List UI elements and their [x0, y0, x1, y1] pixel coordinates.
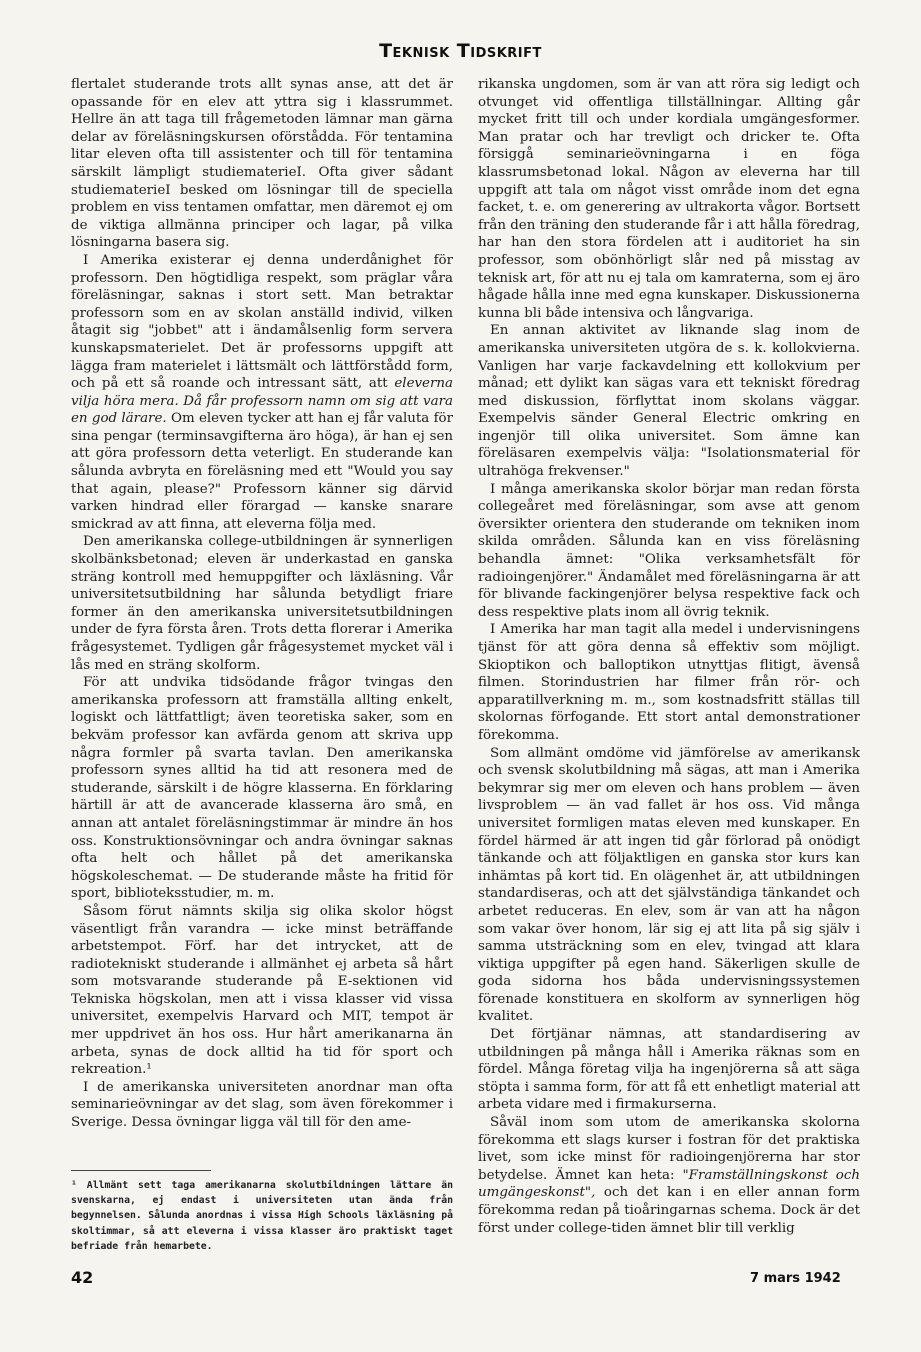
paragraph-text: I Amerika har man tagit alla medel i undervisningens tjänst för att göra denna så effektiv som möjligt. Skioptikon och balloptikon utnyttjas flitigt, ävenså filmen. Storindustrien har filmer från rör- och apparatillverkning m. m., som kostnadsfritt ställas till skolornas förfogande. Ett stort antal demonstrationer förekomma.: [478, 622, 860, 743]
right-column: [478, 76, 860, 1262]
paragraph-text: I Amerika existerar ej denna underdånighet för professorn. Den högtidliga respekt, som präglar våra föreläsningar, saknas i stort sett. Man betraktar professorn som en av skolan anställd individ, vilken åtagit sig "jobbet" att i ändamålsenlig form servera kunskapsmaterielet. Det är professorns uppgift att lägga fram materielet i lättsmält och lättförstådd form, och på ett så roande och intressant sätt, att: [71, 252, 453, 392]
paragraph-emphasis: eleverna vilja höra mera. Då får professorn namn om sig att vara en god lärare.: [71, 376, 453, 427]
paragraph-text: I många amerikanska skolor börjar man redan första collegeåret med föreläsningar, som avse att genom översikter orientera den studerande om tekniken inom skilda områden. Sålunda kan en viss föreläsning behandla ämnet: "Olika verksamhetsfält för radioingenjörer." Ändamålet med föreläsningarna är att för blivande fackingenjörer belysa respektive fack och dess respektive plats inom all övrig teknik.: [478, 481, 860, 620]
paragraph: [71, 252, 453, 534]
paragraph: [478, 1114, 860, 1237]
paragraph-text: Som allmänt omdöme vid jämförelse av amerikansk och svensk skolutbildning må sägas, att man i Amerika bekymrar sig mer om eleven och hans problem — även livsproblem — än vad fallet är hos oss. Vid många universitet formligen matas eleven med kunskaper. En fördel härmed är att ingen tid går förlorad på onödigt tänkande och att följaktligen en ganska stor kurs kan inhämtas på kort tid. En olägenhet är, att utbildningen standardiseras, och att det självständiga tänkandet och arbetet reduceras. En elev, som är van att ha någon som vakar över honom, lär sig ej att lita på sig själv i samma utsträckning som en elev, tvingad att klara viktiga uppgifter på egen hand. Säkerligen skulle de goda sidorna hos båda undervisningssystemen förenade konstituera en skolform av synnerligen hög kvalitet.: [478, 745, 860, 1025]
paragraph-text: Om eleven tycker att han ej får valuta för sina pengar (terminsavgifterna äro höga), är han ej sen att göra professorn detta veterligt. En studerande kan sålunda avbryta en föreläsning med ett "Would you say that again, please?" Professorn känner sig därvid varken hindrad eller förargad — kanske snarare smickrad av att finna, att eleverna följa med.: [71, 411, 453, 532]
paragraph-text: Såsom förut nämnts skilja sig olika skolor högst väsentligt från varandra — icke minst beträffande arbetstempot. Förf. har det intrycket, att de radiotekniskt studerande i allmänhet ej arbeta så hårt som motsvarande studerande på E-sektionen vid Tekniska högskolan, men att i vissa klasser vid vissa universitet, exempelvis Harvard och MIT, tempot är mer uppdrivet än hos oss. Hur hårt amerikanarna än arbeta, synas de dock alltid ha tid för sport och rekreation.¹: [71, 903, 453, 1078]
paragraph-text: Den amerikanska college-utbildningen är synnerligen skolbänksbetonad; eleven är underkastad en ganska sträng kontroll med hemuppgifter och läxläsning. Vår universitetsutbildning har sålunda betydligt friare former än den amerikanska universitetsutbildningen under de fyra första åren. Trots detta florerar i Amerika frågesystemet. Tydligen går frågesystemet mycket väl i lås med en sträng skolform.: [71, 534, 453, 673]
paragraph-text: I de amerikanska universiteten anordnar man ofta seminarieövningar av det slag, som även förekommer i Sverige. Dessa övningar ligga väl till för den ame-: [71, 1079, 453, 1131]
paragraph: [478, 76, 860, 322]
paragraph: [478, 621, 860, 744]
paragraph: [478, 322, 860, 480]
journal-masthead: [0, 40, 921, 62]
paragraph-text: En annan aktivitet av liknande slag inom de amerikanska universiteten utgöra de s. k. kollokvierna. Vanligen har varje fackavdelning ett kollokvium per månad; ett dylikt kan sägas vara ett tekniskt föredrag med diskussion, förflyttat inom skolans väggar. Exempelvis sänder General Electric omkring en ingenjör till olika universitet. Som ämne kan föreläsaren exempelvis välja: "Isolationsmaterial för ultrahöga frekvenser.": [478, 323, 860, 480]
footnote: ¹ Allmänt sett taga amerikanarna skolutbildningen lättare än svenskarna, ej endast i universiteten utan ända från begynnelsen. Sålunda anordnas i vissa High Schools läxläsning på skoltimmar, så att eleverna i vissa klasser äro praktiskt taget befriade från hemarbete.: [71, 1180, 453, 1252]
paragraph-text: För att undvika tidsödande frågor tvingas den amerikanska professorn att framställa allting enkelt, logiskt och lättfattligt; även teoretiska saker, som en bekväm professor kan avfärda genom att skriva upp några formler på svarta tavlan. Den amerikanska professorn synes alltid ha tid att resonera med de studerande, särskilt i de högre klasserna. En förklaring härtill är att de avancerade klasserna äro små, en annan att antalet föreläsningstimmar är mindre än hos oss. Konstruktionsövningar och andra övningar saknas ofta helt och hållet på det amerikanska högskoleschemat. — De studerande måste ha fritid för sport, biblioteksstudier, m. m.: [71, 675, 453, 902]
paragraph-text: Såväl inom som utom de amerikanska skolorna förekomma ett slags kurser i fostran för det praktiska livet, som icke minst för radioingenjörerna har stor betydelse. Ämnet kan heta:: [478, 1115, 860, 1183]
paragraph: [71, 533, 453, 674]
paragraph: [71, 674, 453, 903]
paragraph: [71, 903, 453, 1079]
paragraph-text: Det förtjänar nämnas, att standardisering av utbildningen på många håll i Amerika räknas som en fördel. Många företag vilja ha ingenjörerna så att säga stöpta i samma form, för att få ett enhetligt material att arbeta vidare med i firmakurserna.: [478, 1027, 860, 1113]
paragraph: [71, 76, 453, 252]
paragraph: [478, 481, 860, 622]
paragraph: [478, 1026, 860, 1114]
journal-title: Teknisk Tidskrift: [379, 40, 542, 62]
paragraph-text: flertalet studerande trots allt synas anse, att det är opassande för en elev att yttra sig i klassrummet. Hellre än att taga till frågemetoden lämnar man gärna delar av föreläsningskursen oförstådda. För tentamina litar eleven ofta till assistenter och till för tentamina särskilt lämpligt studiematerieI. Ofta giver sådant studiematerieI besked om lösningar till de speciella problem en viss tentamen omfattar, men däremot ej om de viktiga allmänna principer och lagar, på vilka lösningarna basera sig.: [71, 77, 453, 251]
issue-date: 7 mars 1942: [750, 1271, 841, 1286]
paragraph-text: och det kan i en eller annan form förekomma redan på tioåringarnas schema. Dock är det först under college-tiden ämnet blir till verklig: [478, 1185, 860, 1236]
paragraph: [478, 745, 860, 1027]
page-number: 42: [71, 1268, 94, 1287]
left-column: [71, 76, 453, 1164]
paragraph-emphasis: "Framställningskonst och umgängeskonst",: [478, 1167, 860, 1201]
paragraph: [71, 1079, 453, 1132]
footnote-divider: [71, 1170, 211, 1171]
paragraph-text: rikanska ungdomen, som är van att röra sig ledigt och otvunget vid offentliga tillställningar. Allting går mycket fritt till och under kordiala umgängesformer. Man pratar och har trevligt och dricker te. Ofta försiggå seminarieövningarna i en föga klassrumsbetonad lokal. Någon av eleverna har till uppgift att tala om något visst område inom det egna facket, t. e. om generering av ultrakorta vågor. Bortsett från den träning den studerande får i att hålla föredrag, har han den stora fördelen att i auditoriet ha sin professor, som obönhörligt slår ned på misstag av teknisk art, för att nu ej tala om kamraterna, som ej äro hågade hålla inne med egna kunskaper. Diskussionerna kunna bli både intensiva och långvariga.: [478, 77, 860, 321]
